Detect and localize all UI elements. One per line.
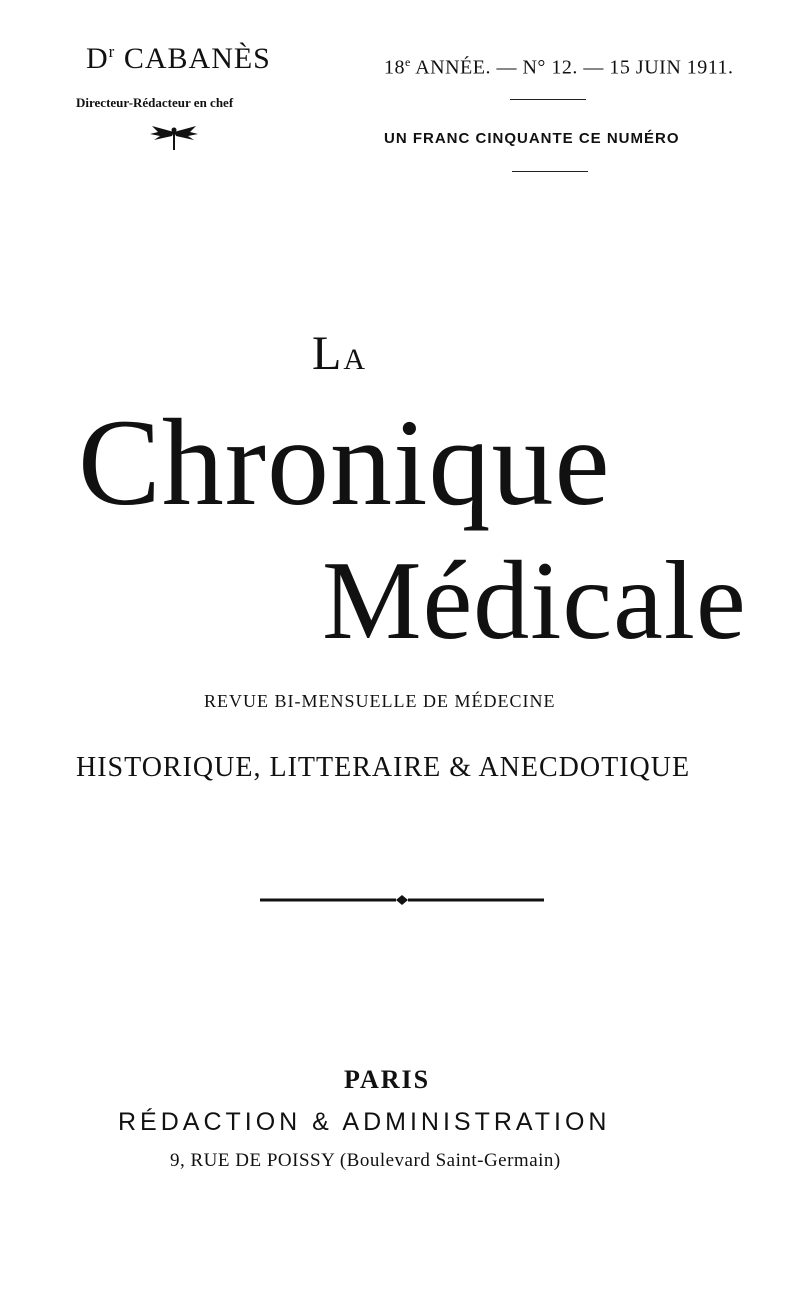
issue-details: ANNÉE. — N° 12. — 15 JUIN 1911.	[410, 56, 734, 79]
issue-year: 18	[384, 56, 405, 79]
title-line-1: Chronique	[78, 394, 611, 531]
editor-prefix: D	[86, 42, 109, 75]
editor-surname: CABANÈS	[123, 42, 271, 75]
title-line-2: Médicale	[322, 539, 747, 663]
issue-year-sup: e	[405, 55, 411, 69]
subtitle-secondary: HISTORIQUE, LITTERAIRE & ANECDOTIQUE	[76, 752, 691, 783]
editor-role: Directeur-Rédacteur en chef	[76, 95, 234, 110]
title-article	[312, 327, 367, 380]
price-line: UN FRANC CINQUANTE CE NUMÉRO	[384, 130, 680, 147]
title-article-rest: A	[343, 343, 367, 376]
issue-line	[384, 55, 734, 80]
rule-divider	[512, 171, 588, 172]
editor-prefix-sup: r	[108, 42, 116, 61]
editor-name	[86, 42, 271, 76]
fleuron-ornament-icon	[148, 124, 200, 152]
rule-divider	[510, 99, 586, 100]
address-line: 9, RUE DE POISSY (Boulevard Saint-Germain)	[170, 1150, 561, 1171]
title-article-initial: L	[312, 327, 344, 380]
publication-city: PARIS	[344, 1065, 431, 1094]
office-line: RÉDACTION & ADMINISTRATION	[118, 1108, 611, 1136]
subtitle: REVUE BI-MENSUELLE DE MÉDECINE	[204, 691, 556, 711]
divider-ornament-icon	[258, 892, 546, 908]
